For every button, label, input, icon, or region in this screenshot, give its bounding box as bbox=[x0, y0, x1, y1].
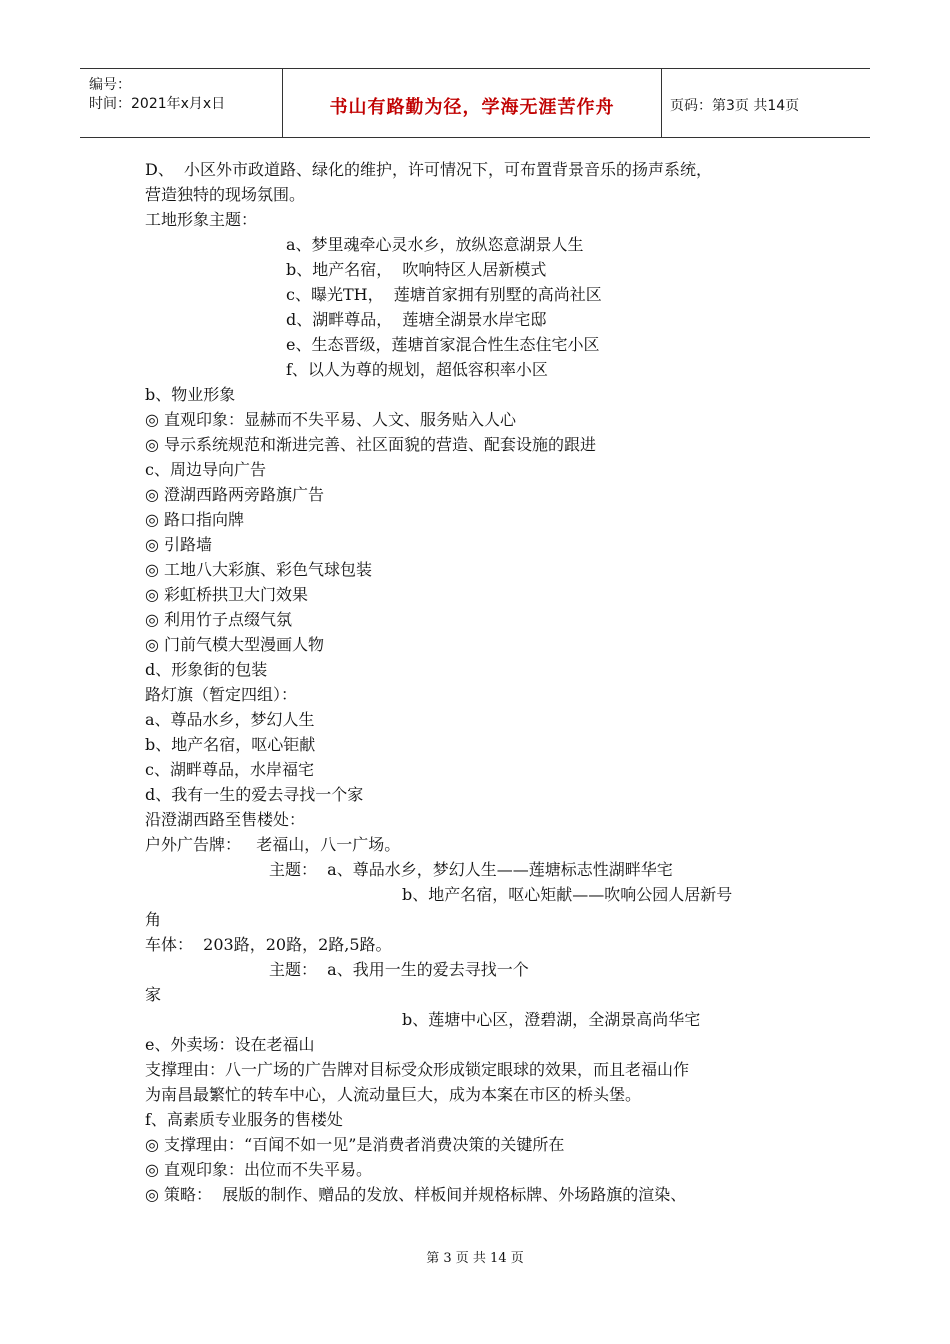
text-line: d、形象街的包装 bbox=[145, 660, 268, 679]
text-line: ◎ 利用竹子点缀气氛 bbox=[145, 610, 293, 629]
text-line: e、生态晋级，莲塘首家混合性生态住宅小区 bbox=[286, 335, 600, 354]
text-line: 主题： a、尊品水乡，梦幻人生——莲塘标志性湖畔华宅 bbox=[269, 860, 673, 879]
text-line: 营造独特的现场氛围。 bbox=[145, 185, 306, 204]
text-line: e、外卖场：设在老福山 bbox=[145, 1035, 315, 1054]
header-motto-cell bbox=[283, 69, 662, 137]
text-line: 角 bbox=[145, 910, 162, 929]
text-line: 路灯旗（暂定四组）： bbox=[145, 685, 298, 704]
text-line: d、我有一生的爱去寻找一个家 bbox=[145, 785, 364, 804]
document-date-label: 时间：2021年x月x日 bbox=[89, 96, 226, 112]
text-line: f、以人为尊的规划，超低容积率小区 bbox=[286, 360, 548, 379]
text-line: ◎ 直观印象：显赫而不失平易、人文、服务贴入人心 bbox=[145, 410, 517, 429]
text-line: 沿澄湖西路至售楼处： bbox=[145, 810, 306, 829]
text-line: a、尊品水乡，梦幻人生 bbox=[145, 710, 315, 729]
text-line: a、梦里魂牵心灵水乡，放纵恣意湖景人生 bbox=[286, 235, 584, 254]
header-meta-cell bbox=[80, 69, 283, 137]
text-line: c、曝光TH， 莲塘首家拥有别墅的高尚社区 bbox=[286, 285, 602, 304]
text-line: b、莲塘中心区，澄碧湖，全湖景高尚华宅 bbox=[402, 1010, 701, 1029]
page-footer: 第 3 页 共 14 页 bbox=[426, 1251, 524, 1266]
text-line: f、高素质专业服务的售楼处 bbox=[145, 1110, 343, 1129]
text-line: ◎ 彩虹桥拱卫大门效果 bbox=[145, 585, 309, 604]
text-line: ◎ 门前气模大型漫画人物 bbox=[145, 635, 325, 654]
header-page-cell bbox=[662, 69, 870, 137]
text-line: 工地形象主题： bbox=[145, 210, 258, 229]
text-line: b、地产名宿，呕心矩献——吹响公园人居新号 bbox=[402, 885, 733, 904]
page-header bbox=[80, 68, 870, 138]
text-line: ◎ 直观印象：出位而不失平易。 bbox=[145, 1160, 373, 1179]
text-line: 车体： 203路，20路，2路,5路。 bbox=[145, 935, 392, 954]
text-line: ◎ 工地八大彩旗、彩色气球包装 bbox=[145, 560, 373, 579]
text-line: ◎ 导示系统规范和渐进完善、社区面貌的营造、配套设施的跟进 bbox=[145, 435, 597, 454]
text-line: d、湖畔尊品， 莲塘全湖景水岸宅邸 bbox=[286, 310, 547, 329]
page-number-label: 页码：第3页 共14页 bbox=[670, 98, 800, 114]
header-motto: 书山有路勤为径，学海无涯苦作舟 bbox=[329, 97, 615, 118]
text-line: 主题： a、我用一生的爱去寻找一个 bbox=[269, 960, 529, 979]
document-number-label: 编号： bbox=[89, 77, 131, 93]
text-line: 为南昌最繁忙的转车中心，人流动量巨大，成为本案在市区的桥头堡。 bbox=[145, 1085, 642, 1104]
text-line: ◎ 支撑理由：“百闻不如一见”是消费者消费决策的关键所在 bbox=[145, 1135, 565, 1154]
text-line: ◎ 路口指向牌 bbox=[145, 510, 245, 529]
text-line: b、地产名宿，呕心钜献 bbox=[145, 735, 316, 754]
text-line: 支撑理由：八一广场的广告牌对目标受众形成锁定眼球的效果，而且老福山作 bbox=[145, 1060, 690, 1079]
text-line: ◎ 策略： 展版的制作、赠品的发放、样板间并规格标牌、外场路旗的渲染、 bbox=[145, 1185, 687, 1204]
text-line: b、物业形象 bbox=[145, 385, 236, 404]
text-line: ◎ 引路墙 bbox=[145, 535, 213, 554]
text-line: 家 bbox=[145, 985, 162, 1004]
text-line: D、 小区外市政道路、绿化的维护，许可情况下，可布置背景音乐的扬声系统， bbox=[145, 160, 713, 179]
text-line: 户外广告牌： 老福山，八一广场。 bbox=[145, 835, 401, 854]
text-line: ◎ 澄湖西路两旁路旗广告 bbox=[145, 485, 325, 504]
text-line: c、周边导向广告 bbox=[145, 460, 266, 479]
text-line: b、地产名宿， 吹响特区人居新模式 bbox=[286, 260, 547, 279]
text-line: c、湖畔尊品，水岸福宅 bbox=[145, 760, 314, 779]
